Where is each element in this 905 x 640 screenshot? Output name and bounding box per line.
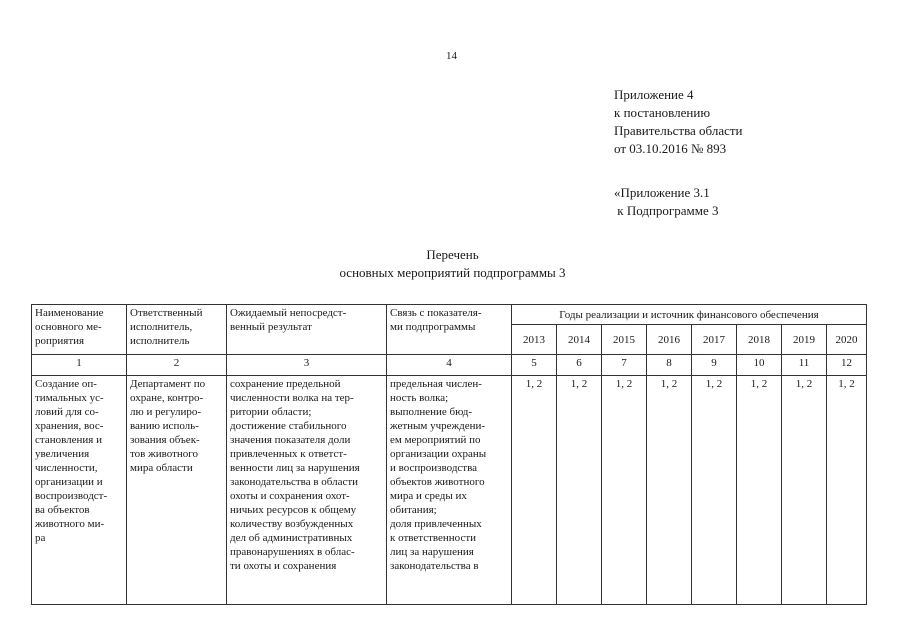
column-number: 4 xyxy=(387,355,512,376)
column-number: 2 xyxy=(127,355,227,376)
cell-year-value: 1, 2 xyxy=(782,376,827,605)
header-year: 2020 xyxy=(827,325,867,355)
column-number: 12 xyxy=(827,355,867,376)
column-number: 9 xyxy=(692,355,737,376)
title-line-2: основных мероприятий подпрограммы 3 xyxy=(339,265,566,280)
header-col-indicators xyxy=(387,305,512,355)
column-number: 3 xyxy=(227,355,387,376)
header-text: ми подпрограммы xyxy=(390,321,476,333)
appendix-line: от 03.10.2016 № 893 xyxy=(614,141,727,156)
cell-text-line: достижение стабильного xyxy=(230,420,347,432)
column-number: 11 xyxy=(782,355,827,376)
header-year: 2014 xyxy=(557,325,602,355)
sub-appendix-block xyxy=(614,184,718,220)
cell-year-value: 1, 2 xyxy=(512,376,557,605)
header-year: 2017 xyxy=(692,325,737,355)
cell-text-line: объектов животного xyxy=(390,476,485,488)
cell-text-line: численности волка на тер- xyxy=(230,392,354,404)
cell-text-line: лиц за нарушения xyxy=(390,546,474,558)
header-text: Связь с показателя- xyxy=(390,307,482,319)
column-number-row xyxy=(32,355,867,376)
column-number: 1 xyxy=(32,355,127,376)
cell-text-line: выполнение бюд- xyxy=(390,406,473,418)
cell-text-line: животного ми- xyxy=(35,518,105,530)
header-text: основного ме- xyxy=(35,321,102,333)
header-year: 2015 xyxy=(602,325,647,355)
cell-text-line: предельная числен- xyxy=(390,378,482,390)
cell-text-line: привлеченных к ответст- xyxy=(230,448,347,460)
cell-text-line: дел об административных xyxy=(230,532,353,544)
cell-text-line: хранения, вос- xyxy=(35,420,104,432)
column-number: 10 xyxy=(737,355,782,376)
header-text: Ответственный xyxy=(130,307,203,319)
header-year: 2019 xyxy=(782,325,827,355)
cell-text-line: организации и xyxy=(35,476,103,488)
cell-text-line: венности лиц за нарушения xyxy=(230,462,360,474)
cell-text-line: ритории области; xyxy=(230,406,312,418)
column-number: 6 xyxy=(557,355,602,376)
cell-text-line: воспроизводст- xyxy=(35,490,108,502)
column-number: 7 xyxy=(602,355,647,376)
cell-text-line: лю и регулиро- xyxy=(130,406,202,418)
cell-text-line: значения показателя доли xyxy=(230,434,351,446)
cell-text-line: ра xyxy=(35,532,46,544)
cell-text-line: количеству возбужденных xyxy=(230,518,354,530)
cell-text-line: ти охоты и сохранения xyxy=(230,560,337,572)
cell-text-line: охоты и сохранения охот- xyxy=(230,490,350,502)
cell-year-value: 1, 2 xyxy=(737,376,782,605)
cell-text-line: законодательства в области xyxy=(230,476,359,488)
title-line-1: Перечень xyxy=(426,247,479,262)
cell-text-line: доля привлеченных xyxy=(390,518,482,530)
cell-text-line: ничьих ресурсов к общему xyxy=(230,504,357,516)
cell-text-line: к ответственности xyxy=(390,532,477,544)
cell-text-line: зования объек- xyxy=(130,434,200,446)
cell-text-line: сохранение предельной xyxy=(230,378,341,390)
cell-text-line: ловий для со- xyxy=(35,406,99,418)
measures-table xyxy=(31,304,867,605)
cell-indicators xyxy=(387,376,512,605)
header-year: 2016 xyxy=(647,325,692,355)
cell-year-value: 1, 2 xyxy=(827,376,867,605)
sub-appendix-line: к Подпрограмме 3 xyxy=(614,203,719,218)
cell-year-value: 1, 2 xyxy=(602,376,647,605)
sub-appendix-line: «Приложение 3.1 xyxy=(614,185,710,200)
cell-measure-name xyxy=(32,376,127,605)
header-year: 2018 xyxy=(737,325,782,355)
cell-text-line: тимальных ус- xyxy=(35,392,104,404)
header-text: венный результат xyxy=(230,321,312,333)
page-number: 14 xyxy=(446,50,457,62)
cell-text-line: и воспроизводства xyxy=(390,462,478,474)
cell-year-value: 1, 2 xyxy=(647,376,692,605)
cell-expected-result xyxy=(227,376,387,605)
cell-text-line: охране, контро- xyxy=(130,392,204,404)
cell-text-line: тов животного xyxy=(130,448,198,460)
header-text: исполнитель xyxy=(130,335,190,347)
cell-text-line: мира и среды их xyxy=(390,490,467,502)
cell-text-line: жетным учреждени- xyxy=(390,420,486,432)
cell-text-line: становления и xyxy=(35,434,102,446)
header-text: Наименование xyxy=(35,307,104,319)
column-number: 5 xyxy=(512,355,557,376)
cell-executor xyxy=(127,376,227,605)
cell-text-line: законодательства в xyxy=(390,560,479,572)
cell-text-line: численности, xyxy=(35,462,98,474)
header-year: 2013 xyxy=(512,325,557,355)
appendix-line: Правительства области xyxy=(614,123,743,138)
header-text: исполнитель, xyxy=(130,321,193,333)
cell-text-line: мира области xyxy=(130,462,193,474)
cell-text-line: ем мероприятий по xyxy=(390,434,481,446)
cell-text-line: увеличения xyxy=(35,448,90,460)
cell-text-line: ва объектов xyxy=(35,504,90,516)
cell-text-line: Департамент по xyxy=(130,378,206,390)
cell-text-line: обитания; xyxy=(390,504,437,516)
header-col-executor xyxy=(127,305,227,355)
column-number: 8 xyxy=(647,355,692,376)
cell-text-line: ванию исполь- xyxy=(130,420,199,432)
header-col-result xyxy=(227,305,387,355)
header-years-group: Годы реализации и источник финансового обеспечения xyxy=(512,305,867,325)
cell-text-line: ность волка; xyxy=(390,392,449,404)
header-text: Ожидаемый непосредст- xyxy=(230,307,347,319)
appendix-line: Приложение 4 xyxy=(614,87,694,102)
header-col-name xyxy=(32,305,127,355)
document-title xyxy=(0,246,905,282)
table-row xyxy=(32,376,867,605)
appendix-block xyxy=(614,86,743,158)
appendix-line: к постановлению xyxy=(614,105,711,120)
header-text: роприятия xyxy=(35,335,85,347)
cell-text-line: Создание оп- xyxy=(35,378,97,390)
cell-text-line: организации охраны xyxy=(390,448,487,460)
cell-text-line: правонарушениях в облас- xyxy=(230,546,355,558)
cell-year-value: 1, 2 xyxy=(557,376,602,605)
cell-year-value: 1, 2 xyxy=(692,376,737,605)
